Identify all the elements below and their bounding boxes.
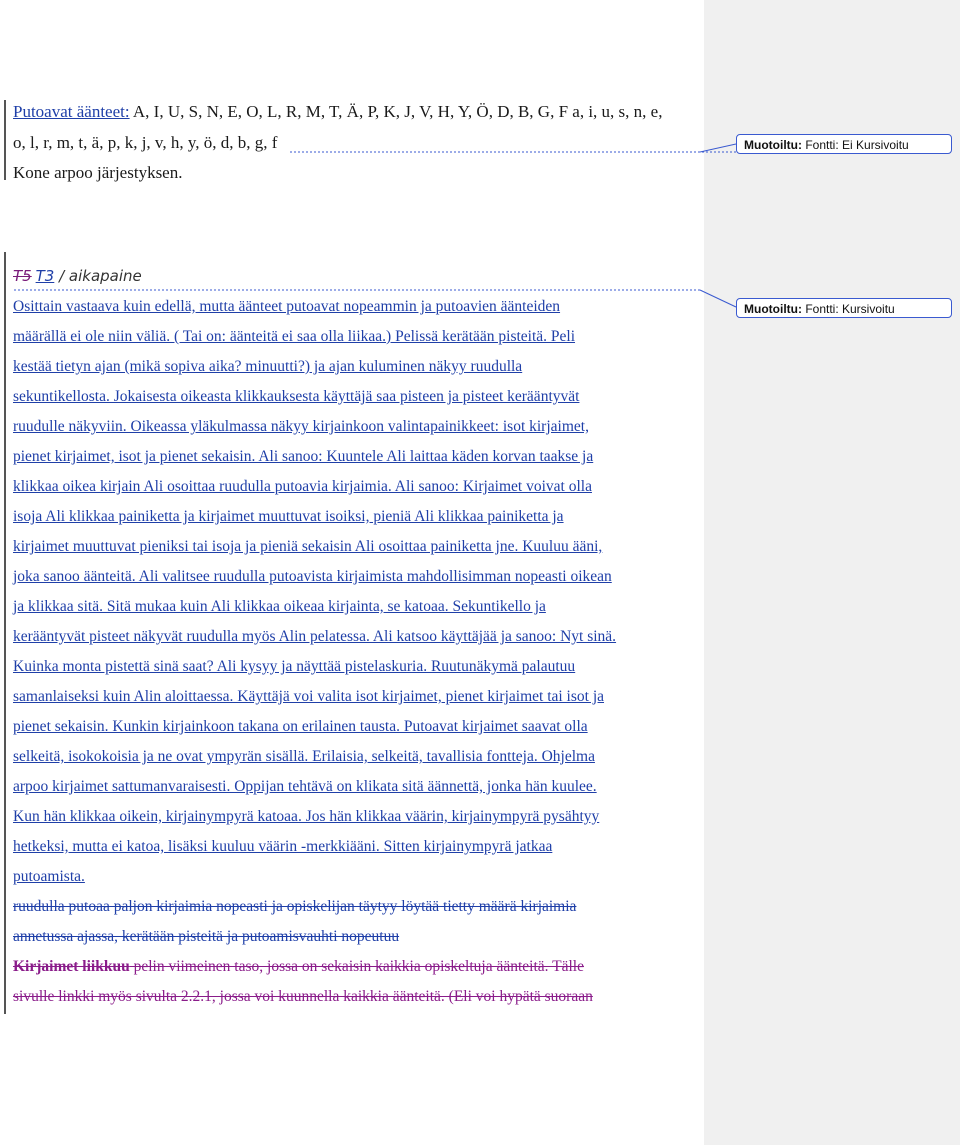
inserted-text: T3 [35,267,55,285]
inserted-text: hetkeksi, mutta ei katoa, lisäksi kuuluu väärin -merkkiääni. Sitten kirjainympyrä jatkaa [13,838,553,855]
text-line [13,957,584,977]
inserted-text: kerääntyvät pisteet näkyvät ruudulla myös Alin pelatessa. Ali katsoo käyttäjää ja sanoo: Nyt sinä. [13,628,617,645]
inserted-text: ruudulle näkyviin. Oikeassa yläkulmassa näkyy kirjainkoon valintapainikkeet: isot kirjaimet, [13,418,589,435]
inserted-text: kestää tietyn ajan (mikä sopiva aika? minuutti?) ja ajan kuluminen näkyy ruudulla [13,358,523,375]
inserted-text: sekuntikellosta. Jokaisesta oikeasta klikkauksesta käyttäjä saa pisteen ja pisteet kerääntyvät [13,388,580,405]
plain-text: A, I, U, S, N, E, O, L, R, M, T, Ä, P, K, J, V, H, Y, Ö, D, B, G, F a, i, u, s, n, e, [129,102,663,121]
text-line [13,327,575,347]
text-line [13,837,552,857]
inserted-text: Putoavat äänteet: [13,102,130,121]
text-line [13,897,576,917]
inserted-text: joka sanoo äänteitä. Ali valitsee ruudulla putoavista kirjaimista mahdollisimman nopeasti oikean [13,568,612,585]
format-comment-balloon[interactable] [736,298,952,318]
text-line [13,807,599,827]
inserted-text: kirjaimet muuttuvat pieniksi tai isoja ja pieniä sekaisin Ali osoittaa painiketta jne. Kuuluu ääni, [13,538,603,555]
text-line [13,567,612,587]
inserted-text: selkeitä, isokokoisia ja ne ovat ympyrän sisällä. Erilaisia, selkeitä, tavallisia fontteja. Ohjelma [13,748,595,765]
inserted-text: arpoo kirjaimet sattumanvaraisesti. Oppijan tehtävä on klikata sitä äännettä, jonka hän kuulee. [13,778,597,795]
text-line [13,657,575,677]
plain-text: o, l, r, m, t, ä, p, k, j, v, h, y, ö, d, b, g, f [13,133,278,152]
inserted-text: ja klikkaa sitä. Sitä mukaa kuin Ali klikkaa oikeaa kirjainta, se katoaa. Sekuntikello ja [13,598,546,615]
balloon-label: Muotoiltu: [744,302,802,316]
inserted-text: Kuinka monta pistettä sinä saat? Ali kysyy ja näyttää pistelaskuria. Ruutunäkymä palautuu [13,658,576,675]
text-line [13,987,593,1007]
text-line [13,927,399,947]
format-comment-balloon[interactable] [736,134,952,154]
deleted-text: Kirjaimet liikkuu [13,958,130,975]
inserted-text: isoja Ali klikkaa painiketta ja kirjaimet muuttuvat isoiksi, pieniä Ali klikkaa painiketta ja [13,508,564,525]
inserted-text: määrällä ei ole niin väliä. ( Tai on: äänteitä ei saa olla liikaa.) Pelissä kerätään pisteitä. Peli [13,328,576,345]
balloon-text: Fontti: Kursivoitu [805,302,895,316]
text-line [13,387,579,407]
text-line [13,163,182,183]
inserted-text: Osittain vastaava kuin edellä, mutta äänteet putoavat nopeammin ja putoavien äänteiden [13,298,561,315]
text-line [13,537,602,557]
text-line [13,597,546,617]
text-line [13,477,592,497]
inserted-text: pienet kirjaimet, isot ja pienet sekaisin. Ali sanoo: Kuuntele Ali laittaa käden korvan taakse ja [13,448,594,465]
text-line [13,417,589,437]
deleted-text: ruudulla putoaa paljon kirjaimia nopeasti ja opiskelijan täytyy löytää tietty määrä kirjaimia [13,898,577,915]
text-line [13,102,662,122]
text-line [13,133,277,153]
text-line [13,687,604,707]
section-heading [13,266,142,287]
text-line [13,867,85,887]
deleted-text: annetussa ajassa, kerätään pisteitä ja putoamisvauhti nopeutuu [13,928,400,945]
text-line [13,717,588,737]
text-line [13,507,564,527]
inserted-text: pienet sekaisin. Kunkin kirjainkoon takana on erilainen tausta. Putoavat kirjaimet saavat olla [13,718,588,735]
inserted-text: samanlaiseksi kuin Alin aloittaessa. Käyttäjä voi valita isot kirjaimet, pienet kirjaimet tai isot ja [13,688,605,705]
deleted-text: sivulle linkki myös sivulta 2.2.1, jossa voi kuunnella kaikkia äänteitä. (Eli voi hypätä suoraan [13,988,593,1005]
text-line [13,627,616,647]
deleted-text: T5 [13,267,32,285]
text-line [13,747,595,767]
inserted-text: klikkaa oikea kirjain Ali osoittaa ruudulla putoavia kirjaimia. Ali sanoo: Kirjaimet voivat olla [13,478,592,495]
text-line [13,777,597,797]
plain-text: / aikapaine [54,267,142,285]
text-line [13,357,522,377]
text-line [13,297,560,317]
balloon-label: Muotoiltu: [744,138,802,152]
inserted-text: putoamista. [13,868,85,885]
text-line [13,447,593,467]
deleted-text: pelin viimeinen taso, jossa on sekaisin kaikkia opiskeltuja äänteitä. Tälle [129,958,584,975]
balloon-text: Fontti: Ei Kursivoitu [805,138,909,152]
inserted-text: Kun hän klikkaa oikein, kirjainympyrä katoaa. Jos hän klikkaa väärin, kirjainympyrä pysähtyy [13,808,600,825]
plain-text: Kone arpoo järjestyksen. [13,163,183,182]
